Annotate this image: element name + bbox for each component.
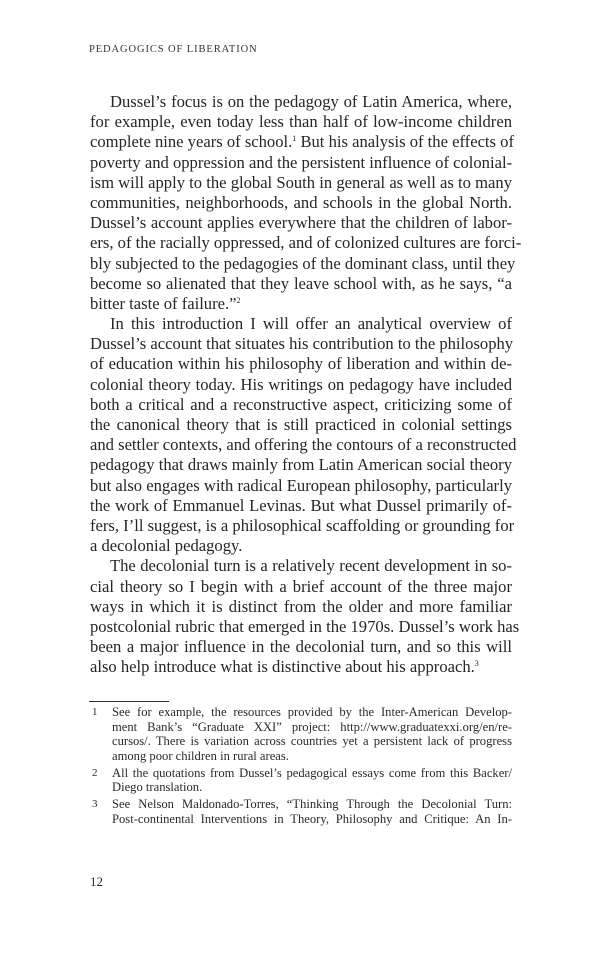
text-line: colonial theory today. His writings on pedagogy have included bbox=[90, 374, 512, 394]
paragraph-3 bbox=[90, 556, 520, 677]
text-line: communities, neighborhoods, and schools in the global North. bbox=[90, 192, 512, 212]
footnote-line: Post-continental Interventions in Theory, Philosophy and Critique: An In- bbox=[112, 811, 512, 826]
text-line: bly subjected to the pedagogies of the dominant class, until they bbox=[90, 253, 516, 273]
running-head: PEDAGOGICS OF LIBERATION bbox=[89, 44, 258, 55]
footnote-2 bbox=[90, 766, 512, 795]
text-segment: But his analysis of the effects of bbox=[296, 132, 514, 152]
text-line: Dussel’s focus is on the pedagogy of Latin America, where, bbox=[110, 92, 512, 111]
text-line: for example, even today less than half of low-income children bbox=[90, 112, 512, 132]
paragraph-1 bbox=[90, 92, 522, 314]
footnote-separator-rule bbox=[89, 701, 169, 702]
text-line: cial theory so I begin with a brief account of the three major bbox=[90, 576, 512, 596]
footnote-number: 2 bbox=[92, 766, 98, 779]
text-line: ers, of the racially oppressed, and of colonized cultures are forci- bbox=[90, 233, 522, 253]
footnote-line: See for example, the resources provided by the Inter-American Develop- bbox=[112, 705, 512, 719]
text-segment: complete nine years of school. bbox=[90, 132, 293, 152]
text-line: fers, I’ll suggest, is a philosophical scaffolding or grounding for bbox=[90, 515, 515, 535]
text-line: postcolonial rubric that emerged in the 1970s. Dussel’s work has bbox=[90, 616, 520, 636]
body-text bbox=[90, 92, 522, 677]
text-line bbox=[90, 657, 512, 677]
footnote-number: 3 bbox=[92, 798, 98, 811]
footnote-number: 1 bbox=[92, 706, 98, 718]
text-line: the work of Emmanuel Levinas. But what Dussel primarily of- bbox=[90, 495, 512, 515]
text-line: pedagogy that draws mainly from Latin American social theory bbox=[90, 455, 512, 475]
text-line bbox=[90, 132, 512, 152]
text-line bbox=[90, 294, 512, 314]
text-line: In this introduction I will offer an analytical overview of bbox=[110, 314, 512, 334]
footnote-ref-1[interactable]: 1 bbox=[292, 134, 297, 144]
footnote-line: among poor children in rural areas. bbox=[112, 749, 289, 764]
text-line: The decolonial turn is a relatively recent development in so- bbox=[110, 556, 512, 576]
text-line: a decolonial pedagogy. bbox=[90, 536, 243, 556]
footnote-line: ment Bank’s “Graduate XXI” project: http://www.graduatexxi.org/en/re- bbox=[112, 719, 512, 734]
text-line: and settler contexts, and offering the contours of a reconstructed bbox=[90, 435, 517, 455]
footnote-line: Diego translation. bbox=[112, 780, 203, 795]
footnote-text bbox=[112, 705, 512, 764]
footnote-3 bbox=[90, 797, 512, 826]
footnote-text bbox=[112, 797, 512, 826]
text-segment: also help introduce what is distinctive about his approach. bbox=[90, 657, 475, 677]
text-segment: bitter taste of failure.” bbox=[90, 293, 237, 313]
footnotes bbox=[90, 705, 512, 829]
text-line: Dussel’s account that situates his contribution to the philosophy bbox=[90, 334, 514, 354]
text-line: become so alienated that they leave school with, as he says, “a bbox=[90, 273, 512, 293]
text-line: of education within his philosophy of liberation and within de- bbox=[90, 354, 512, 374]
text-line: the canonical theory that is still practiced in colonial settings bbox=[90, 415, 512, 434]
footnote-line: cursos/. There is variation across countries yet a persistent lack of progress bbox=[112, 734, 512, 749]
footnote-line: All the quotations from Dussel’s pedagogical essays come from this Backer/ bbox=[112, 765, 512, 780]
paragraph-2 bbox=[90, 314, 517, 556]
text-line: been a major influence in the decolonial turn, and so this will bbox=[90, 637, 512, 657]
text-line: poverty and oppression and the persistent influence of colonial- bbox=[90, 152, 513, 172]
footnote-ref-3[interactable]: 3 bbox=[474, 659, 479, 669]
text-line: both a critical and a reconstructive aspect, criticizing some of bbox=[90, 394, 512, 414]
footnote-line: See Nelson Maldonado-Torres, “Thinking Through the Decolonial Turn: bbox=[112, 797, 512, 812]
footnote-text bbox=[112, 766, 512, 795]
text-line: ways in which it is distinct from the older and more familiar bbox=[90, 596, 512, 616]
text-line: ism will apply to the global South in general as well as to many bbox=[90, 172, 512, 192]
page-number: 12 bbox=[90, 874, 103, 889]
text-line: Dussel’s account applies everywhere that the children of labor- bbox=[90, 213, 512, 233]
text-line: but also engages with radical European philosophy, particularly bbox=[90, 475, 512, 495]
footnote-1 bbox=[90, 705, 512, 764]
footnote-ref-2[interactable]: 2 bbox=[236, 295, 241, 305]
